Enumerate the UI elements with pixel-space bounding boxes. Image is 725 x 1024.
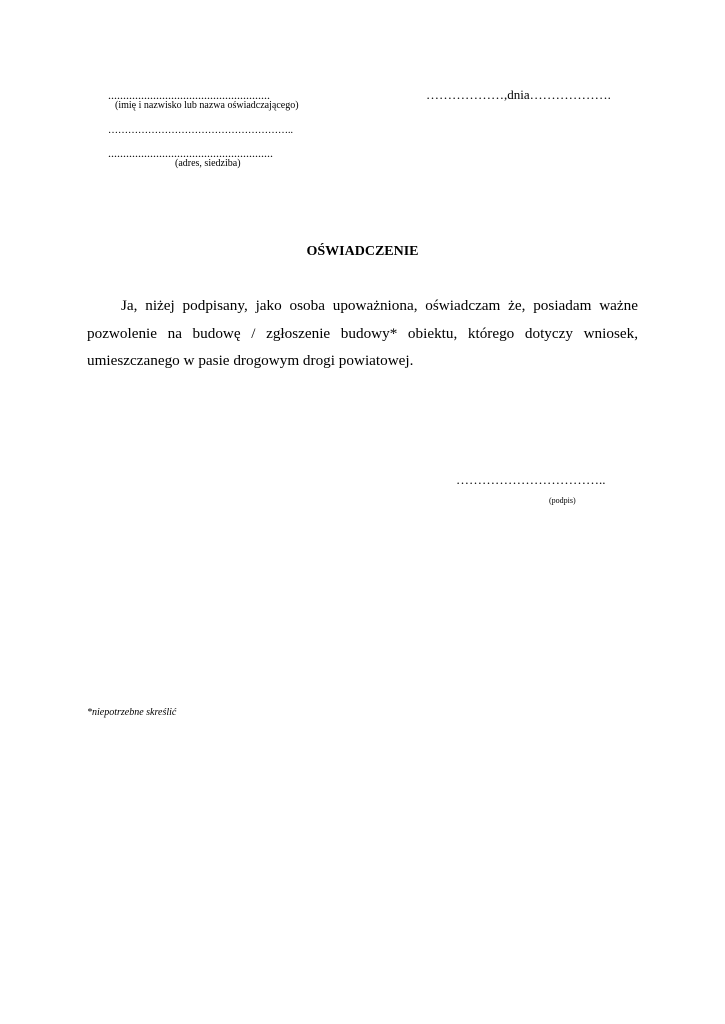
signature-caption: (podpis): [549, 496, 576, 505]
document-title: OŚWIADCZENIE: [306, 244, 419, 259]
sender-name-field: ......................................................: [108, 88, 270, 102]
sender-extra-field: ………………………………………………..: [108, 125, 293, 136]
sender-address-field: .......................................................: [108, 146, 273, 160]
signature-field: ……………………………..: [456, 472, 606, 487]
footnote: *niepotrzebne skreślić: [87, 707, 177, 718]
sender-address-caption: (adres, siedziba): [175, 158, 241, 169]
statement-body: Ja, niżej podpisany, jako osoba upoważniona, oświadczam że, posiadam ważne pozwolenie na budowę / zgłoszenie budowy* obiektu, którego dotyczy wniosek, umieszczanego w pasie drogowym drogi powiatowej.: [87, 297, 638, 369]
sender-name-caption: (imię i nazwisko lub nazwa oświadczającego): [115, 100, 299, 111]
place-date-field: ………………,dnia……………….: [426, 87, 611, 102]
